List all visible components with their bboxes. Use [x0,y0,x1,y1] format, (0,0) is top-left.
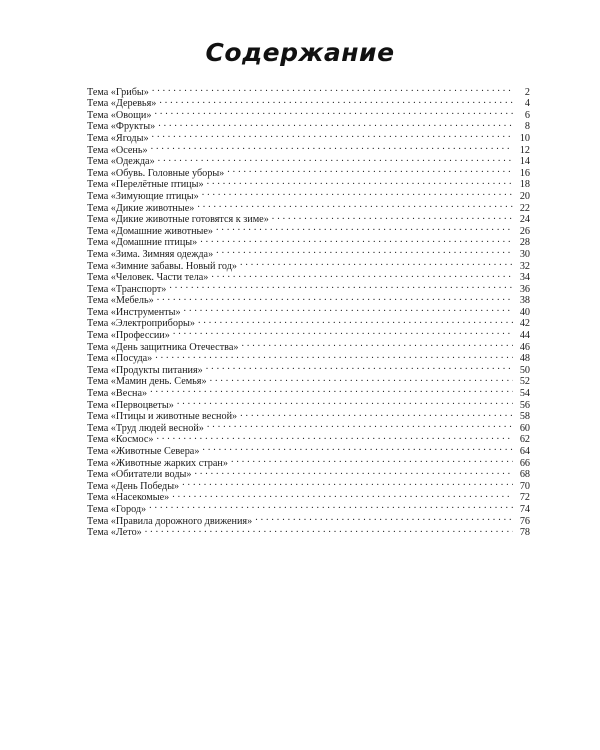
toc-entry-page-number: 22 [519,202,530,214]
toc-entry-title: Тема «Мебель» [87,295,154,307]
toc-entry-title: Тема «Первоцветы» [87,399,174,411]
toc-dot-leader [206,361,513,373]
toc-dot-leader [207,176,513,188]
toc-entry-page-number: 52 [519,376,530,388]
toc-dot-leader [240,408,513,420]
toc-entry-title: Тема «Обувь. Головные уборы» [87,167,225,179]
toc-dot-leader [145,524,513,536]
toc-entry-page-number: 58 [519,411,530,423]
toc-entry [87,524,530,539]
toc-entry-page-number: 8 [524,121,530,133]
toc-entry [87,361,530,376]
toc-entry [87,95,530,110]
toc-dot-leader [227,164,513,176]
toc-entry-title: Тема «Фрукты» [87,121,156,133]
toc-entry-page-number: 32 [519,260,530,272]
toc-dot-leader [211,269,513,281]
toc-entry-title: Тема «Насекомые» [87,492,170,504]
toc-entry-page-number: 44 [519,330,530,342]
toc-entry-page-number: 28 [519,237,530,249]
toc-entry [87,500,530,515]
toc-entry-page-number: 20 [519,190,530,202]
toc-dot-leader [202,442,513,454]
toc-dot-leader [194,466,513,478]
toc-entry-page-number: 46 [519,341,530,353]
toc-dot-leader [151,141,513,153]
toc-entry-title: Тема «Птицы и животные весной» [87,411,238,423]
toc-entry-page-number: 24 [519,214,530,226]
toc-entry-page-number: 68 [519,469,530,481]
toc-entry-page-number: 26 [519,225,530,237]
toc-entry-page-number: 2 [524,86,530,98]
toc-entry-page-number: 12 [519,144,530,156]
toc-entry-title: Тема «Зимние забавы. Новый год» [87,260,237,272]
table-of-contents [87,83,530,539]
toc-dot-leader [155,350,513,362]
toc-entry-page-number: 34 [519,272,530,284]
toc-entry-title: Тема «Продукты питания» [87,364,203,376]
toc-entry-page-number: 62 [519,434,530,446]
toc-entry-page-number: 74 [519,503,530,515]
toc-entry-page-number: 48 [519,353,530,365]
toc-entry-title: Тема «День защитника Отечества» [87,341,239,353]
toc-dot-leader [159,95,513,107]
toc-dot-leader [198,315,513,327]
toc-entry-title: Тема «Ягоды» [87,132,149,144]
toc-entry-title: Тема «Обитатели воды» [87,469,192,481]
toc-entry [87,141,530,156]
toc-entry-title: Тема «Профессии» [87,330,170,342]
toc-entry-page-number: 4 [524,98,530,110]
toc-entry-page-number: 76 [519,515,530,527]
toc-entry-page-number: 10 [519,132,530,144]
toc-entry-page-number: 36 [519,283,530,295]
toc-dot-leader [216,245,513,257]
toc-entry-title: Тема «Зима. Зимняя одежда» [87,248,214,260]
toc-dot-leader [149,500,513,512]
toc-dot-leader [207,419,513,431]
toc-entry [87,83,530,98]
toc-dot-leader [231,454,513,466]
toc-dot-leader [150,384,513,396]
toc-entry-title: Тема «Город» [87,503,147,515]
toc-dot-leader [156,431,513,443]
toc-entry-page-number: 30 [519,248,530,260]
toc-entry-title: Тема «Человек. Части тела» [87,272,209,284]
toc-dot-leader [272,211,513,223]
toc-entry-page-number: 54 [519,388,530,400]
toc-dot-leader [173,326,513,338]
toc-entry-title: Тема «Мамин день. Семья» [87,376,207,388]
toc-entry-page-number: 78 [519,527,530,539]
toc-entry [87,129,530,144]
toc-entry-title: Тема «День Победы» [87,480,180,492]
toc-entry-title: Тема «Животные жарких стран» [87,457,228,469]
toc-dot-leader [255,512,513,524]
toc-dot-leader [152,83,513,95]
toc-entry [87,396,530,411]
toc-entry-title: Тема «Животные Севера» [87,446,200,457]
toc-entry-page-number: 40 [519,306,530,318]
toc-entry-title: Тема «Транспорт» [87,283,167,295]
toc-entry [87,512,530,527]
toc-dot-leader [154,106,513,118]
toc-entry-title: Тема «Лето» [87,527,142,539]
toc-entry-page-number: 60 [519,422,530,434]
toc-entry-title: Тема «Овощи» [87,109,152,121]
toc-entry-title: Тема «Весна» [87,388,148,400]
toc-entry-title: Тема «Космос» [87,434,154,446]
toc-entry [87,118,530,133]
toc-entry-title: Тема «Домашние птицы» [87,237,198,249]
toc-entry-page-number: 64 [519,446,530,457]
toc-entry-title: Тема «Перелётные птицы» [87,179,204,191]
toc-entry-page-number: 66 [519,457,530,469]
toc-entry-page-number: 18 [519,179,530,191]
toc-entry [87,153,530,168]
toc-entry-title: Тема «Электроприборы» [87,318,195,330]
toc-entry-title: Тема «Труд людей весной» [87,422,204,434]
toc-entry-title: Тема «Грибы» [87,86,149,98]
toc-dot-leader [241,338,513,350]
toc-entry [87,384,530,400]
toc-dot-leader [172,489,513,501]
toc-entry-page-number: 38 [519,295,530,307]
toc-dot-leader [152,129,513,141]
toc-entry-title: Тема «Одежда» [87,156,155,168]
toc-entry-page-number: 16 [519,167,530,179]
toc-entry-page-number: 50 [519,364,530,376]
toc-dot-leader [240,257,513,269]
toc-dot-leader [202,187,513,199]
toc-dot-leader [197,199,513,211]
toc-entry-title: Тема «Дикие животные» [87,202,195,214]
toc-entry-title: Тема «Дикие животные готовятся к зиме» [87,214,269,226]
toc-entry-title: Тема «Зимующие птицы» [87,190,199,202]
toc-dot-leader [177,396,513,408]
toc-dot-leader [210,373,513,385]
toc-dot-leader [184,303,513,315]
toc-dot-leader [158,153,513,165]
toc-entry-page-number: 72 [519,492,530,504]
toc-entry-title: Тема «Домашние животные» [87,225,214,237]
toc-entry-title: Тема «Посуда» [87,353,153,365]
toc-entry-page-number: 6 [524,109,530,121]
toc-entry-page-number: 42 [519,318,530,330]
toc-entry-title: Тема «Инструменты» [87,306,181,318]
toc-entry-page-number: 70 [519,480,530,492]
toc-dot-leader [169,280,513,292]
toc-entry-title: Тема «Осень» [87,144,148,156]
toc-dot-leader [158,118,513,130]
toc-entry-page-number: 14 [519,156,530,168]
page-title: Содержание [205,38,395,67]
toc-dot-leader [157,292,513,304]
toc-dot-leader [182,477,513,489]
toc-dot-leader [216,222,513,234]
toc-entry-page-number: 56 [519,399,530,411]
toc-entry-title: Тема «Правила дорожного движения» [87,515,253,527]
toc-entry-title: Тема «Деревья» [87,98,157,110]
toc-dot-leader [200,234,513,246]
